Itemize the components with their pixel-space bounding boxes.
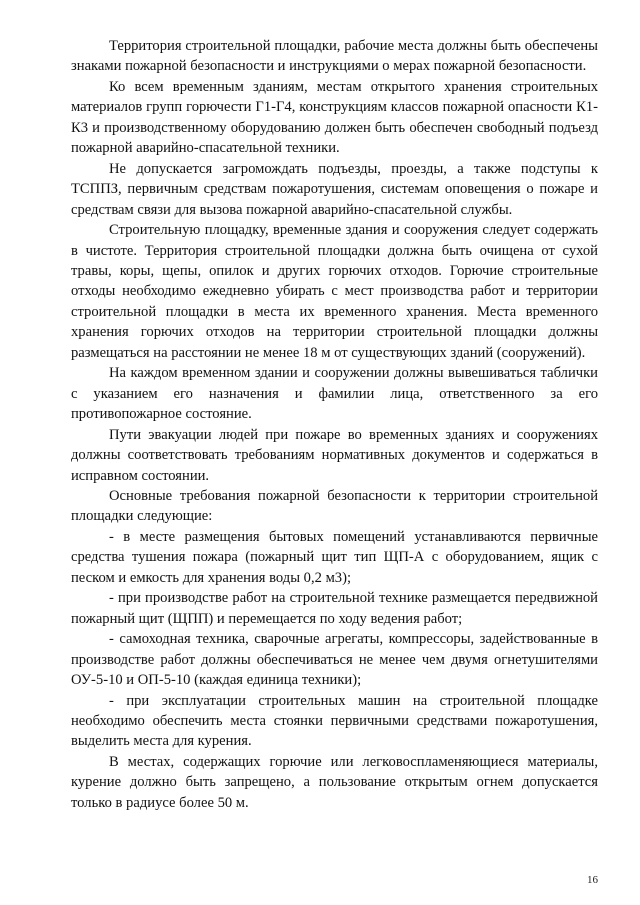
paragraph-smoking-restriction: В местах, содержащих горючие или легковоспламеняющиеся материалы, курение должно быть запрещено, а пользование открытым огнем допускается только в радиусе более 50 м.: [71, 753, 598, 811]
paragraph-no-obstruction: Не допускается загромождать подъезды, проезды, а также подступы к ТСППЗ, первичным средствам пожаротушения, системам оповещения о пожаре и средствам связи для вызова пожарной аварийно-спасательной службы.: [71, 160, 598, 218]
document-body: [71, 36, 598, 813]
paragraph-access-roads: Ко всем временным зданиям, местам открытого хранения строительных материалов групп горючести Г1-Г4, конструкциям классов пожарной опасности К1-К3 и производственному оборудованию должен быть обеспечен свободный подъезд пожарной аварийно-спасательной техники.: [71, 78, 598, 157]
list-item-extinguishers: - самоходная техника, сварочные агрегаты, компрессоры, задействованные в производстве работ должны обеспечиваться не менее чем двумя огнетушителями ОУ-5-10 и ОП-5-10 (каждая единица техники);: [71, 631, 598, 689]
page-number: 16: [587, 874, 598, 886]
list-item-primary-means: - в месте размещения бытовых помещений устанавливаются первичные средства тушения пожара (пожарный щит тип ЩП-А с оборудованием, ящик с песком и емкость для хранения воды 0,2 м3);: [71, 528, 598, 586]
list-item-machine-parking: - при эксплуатации строительных машин на строительной площадке необходимо обеспечить места стоянки первичными средствами пожаротушения, выделить места для курения.: [71, 692, 598, 750]
paragraph-signage: Территория строительной площадки, рабочие места должны быть обеспечены знаками пожарной безопасности и инструкциями о мерах пожарной безопасности.: [71, 38, 598, 75]
paragraph-requirements-intro: Основные требования пожарной безопасности к территории строительной площадки следующие:: [71, 487, 598, 525]
paragraph-signs-on-buildings: На каждом временном здании и сооружении должны вывешиваться таблички с указанием его назначения и фамилии лица, ответственного за его противопожарное состояние.: [71, 365, 598, 423]
paragraph-cleanliness: Строительную площадку, временные здания и сооружения следует содержать в чистоте. Территория строительной площадки должна быть очищена от сухой травы, коры, щепы, опилок и других горючих отходов. Горючие строительные отходы необходимо ежедневно убирать с мест производства работ и территории строительной площадки в места их временного хранения. Места временного хранения горючих отходов на территории строительной площадки должны размещаться на расстоянии не менее 18 м от существующих зданий (сооружений).: [71, 222, 598, 361]
paragraph-evacuation-routes: Пути эвакуации людей при пожаре во временных зданиях и сооружениях должны соответствовать требованиям нормативных документов и содержаться в исправном состоянии.: [71, 426, 598, 484]
list-item-mobile-shield: - при производстве работ на строительной технике размещается передвижной пожарный щит (ЩПП) и перемещается по ходу ведения работ;: [71, 590, 598, 627]
